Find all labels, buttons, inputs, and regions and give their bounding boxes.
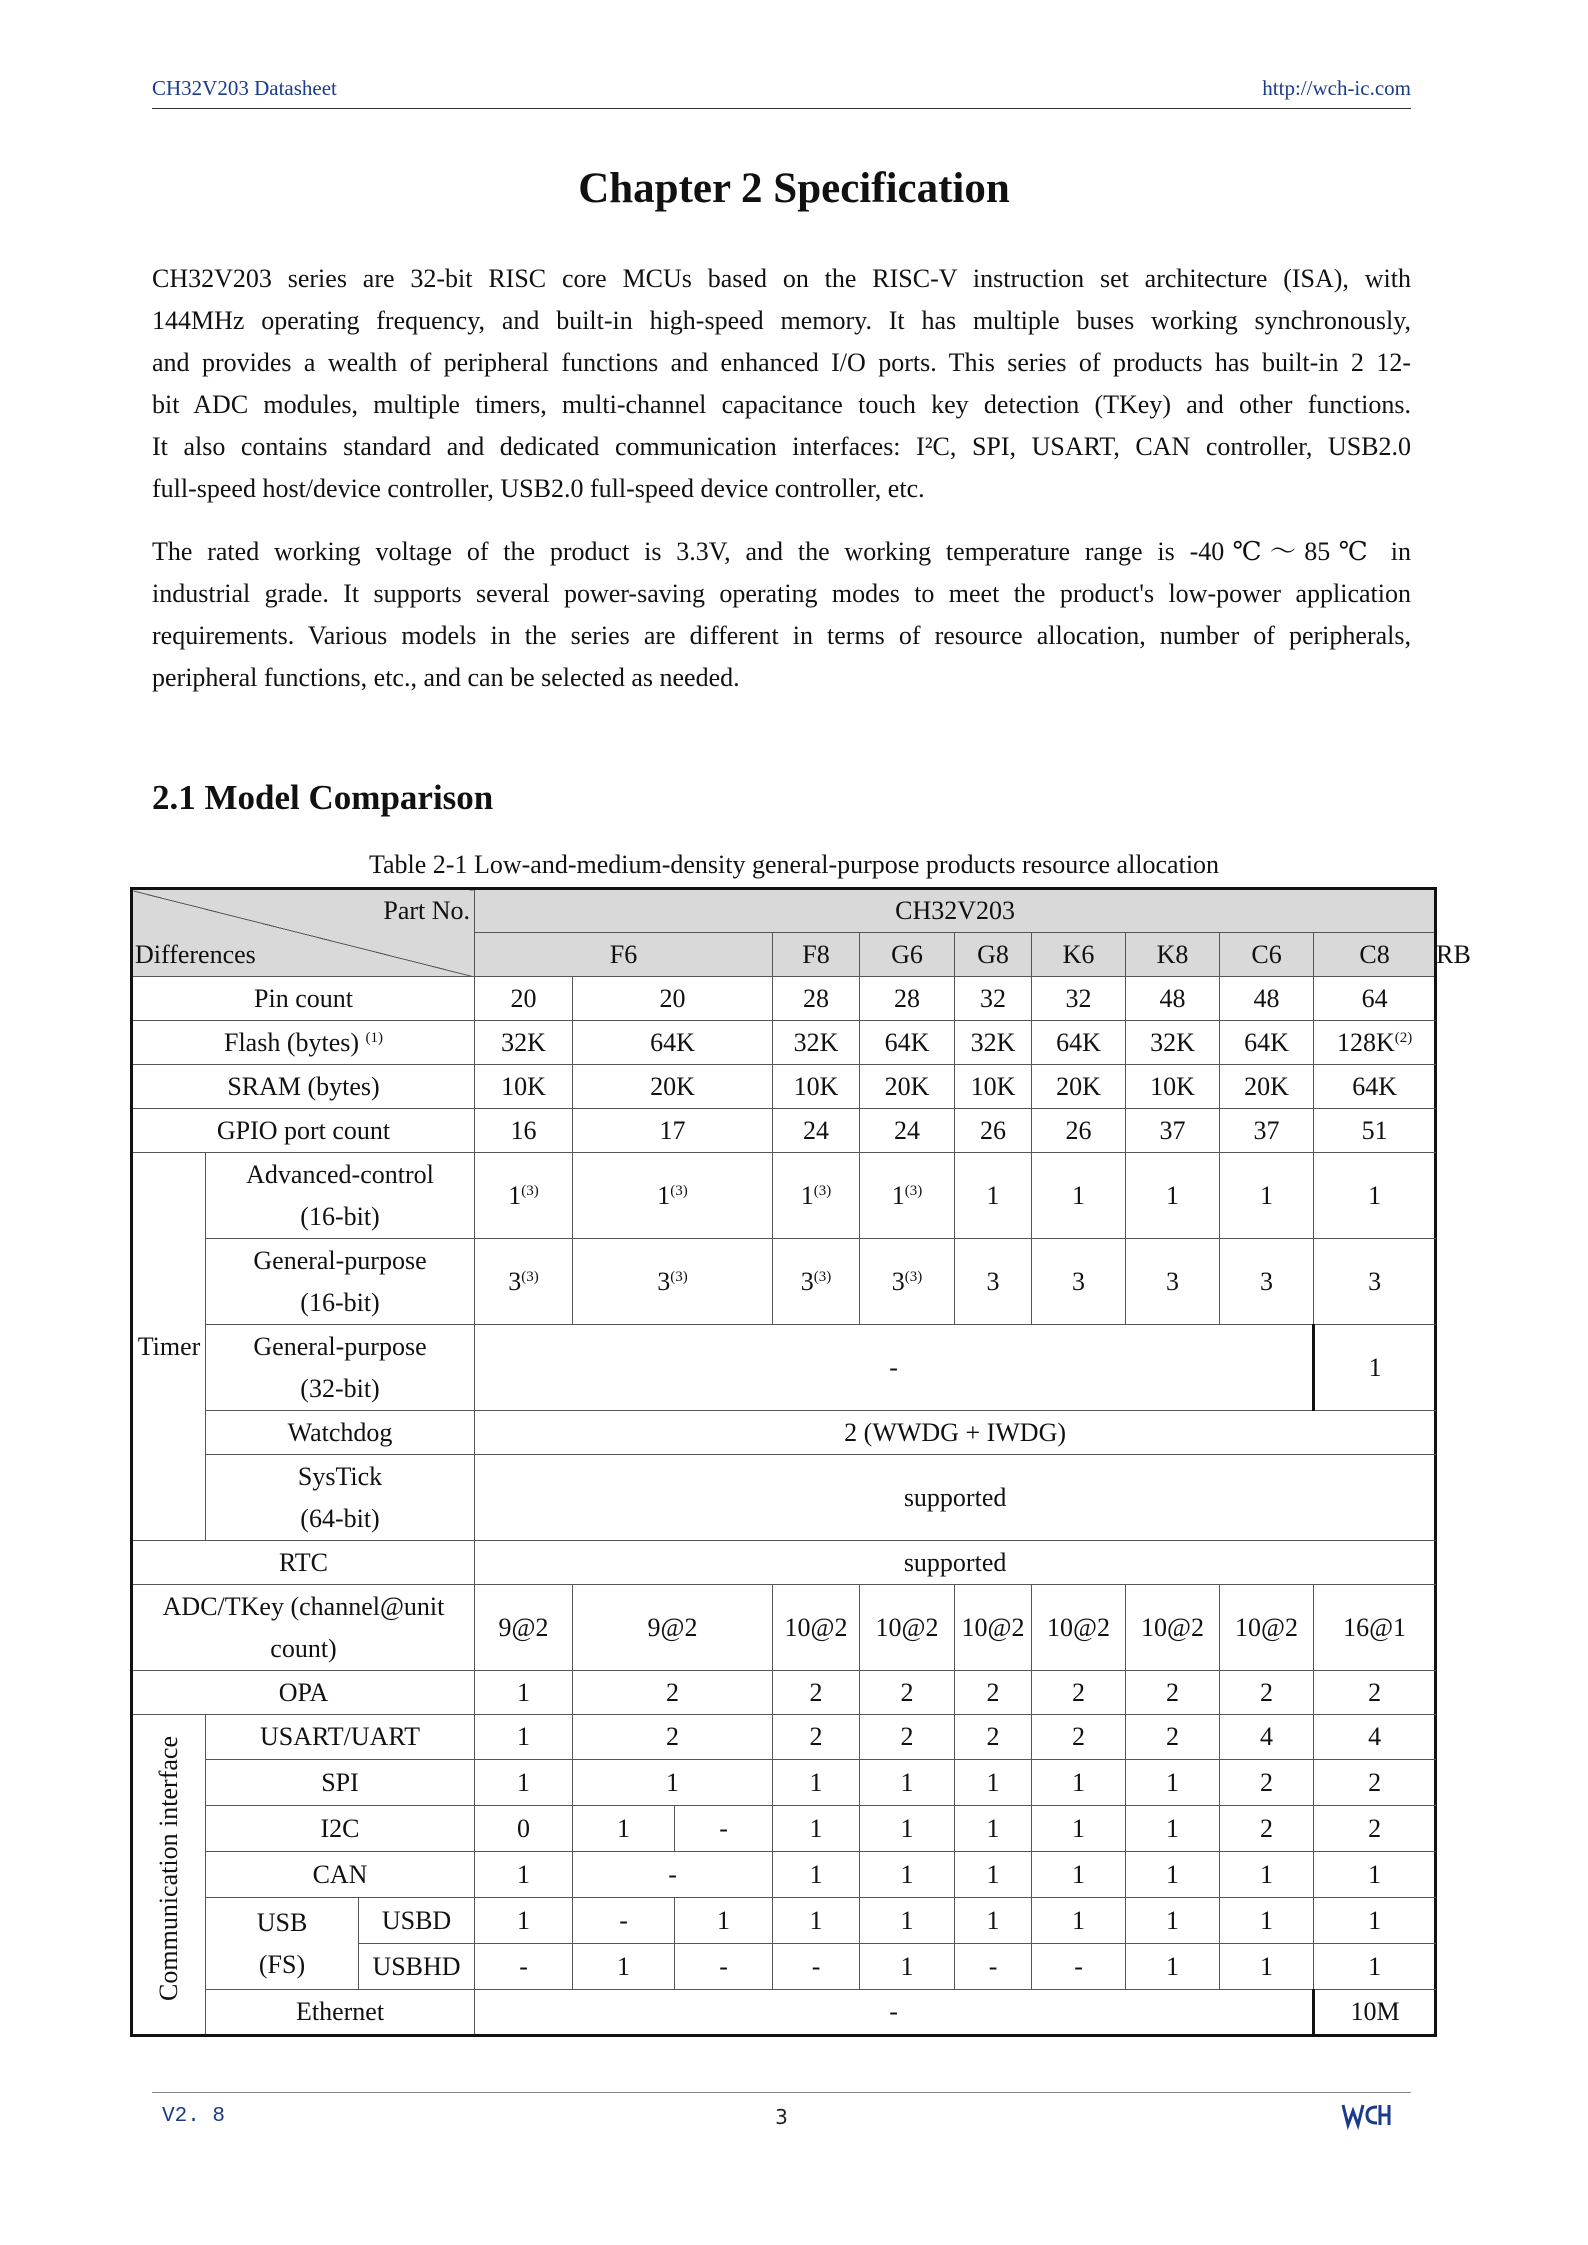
cell: 1: [475, 1715, 573, 1760]
cell: 4: [1220, 1715, 1314, 1760]
footnote-ref: (3): [670, 1182, 688, 1199]
cell: 32: [955, 977, 1032, 1021]
cell: 37: [1126, 1109, 1220, 1153]
comm-label-text: Communication interface: [154, 1735, 183, 2001]
cell: 4: [1314, 1715, 1436, 1760]
cell: 26: [955, 1109, 1032, 1153]
cell: 1: [1032, 1898, 1126, 1944]
cell: 26: [1032, 1109, 1126, 1153]
cell: 1: [955, 1898, 1032, 1944]
cell: 1: [475, 1898, 573, 1944]
cell: 1: [860, 1852, 955, 1898]
cell: 1: [1220, 1898, 1314, 1944]
cell: 3: [1126, 1239, 1220, 1325]
table-row: [132, 1806, 1436, 1852]
cell: 2: [860, 1715, 955, 1760]
cell: [573, 1239, 773, 1325]
cell: 1: [1126, 1852, 1220, 1898]
cell: 20: [475, 977, 573, 1021]
footnote-ref: (3): [521, 1182, 539, 1199]
footnote-ref: (3): [813, 1182, 832, 1199]
cell: -: [1032, 1944, 1126, 1990]
row-label: GPIO port count: [132, 1109, 475, 1153]
cell: -: [573, 1898, 675, 1944]
page-footer: [152, 2092, 1411, 2133]
cell: 10@2: [1032, 1585, 1126, 1671]
value-text: 1: [800, 1180, 814, 1210]
cell: 9@2: [573, 1585, 773, 1671]
cell: 10@2: [1126, 1585, 1220, 1671]
row-label: USBD: [359, 1898, 475, 1944]
model-header: F8: [773, 933, 860, 977]
cell: 1: [1126, 1153, 1220, 1239]
cell: [475, 1239, 573, 1325]
row-label: RTC: [132, 1541, 475, 1585]
text-line: 144MHz operating frequency, and built-in high-speed memory. It has multiple buses working synchronously,: [152, 306, 1411, 335]
cell: 20: [573, 977, 773, 1021]
cell: 64K: [1032, 1021, 1126, 1065]
cell: [475, 1153, 573, 1239]
row-label: [132, 1585, 475, 1671]
cell: 1: [1314, 1898, 1436, 1944]
cell: 10K: [1126, 1065, 1220, 1109]
intro-paragraph-1: [152, 258, 1411, 510]
cell: 10K: [475, 1065, 573, 1109]
cell: 16@1: [1314, 1585, 1436, 1671]
cell: 1: [1126, 1760, 1220, 1806]
label-line: (16-bit): [300, 1287, 380, 1317]
page-header: [152, 74, 1411, 109]
cell: 64K: [573, 1021, 773, 1065]
cell: 9@2: [475, 1585, 573, 1671]
section-heading: 2.1 Model Comparison: [152, 778, 494, 817]
cell: -: [675, 1944, 773, 1990]
cell: 1: [1032, 1806, 1126, 1852]
cell: 2: [1314, 1760, 1436, 1806]
cell: 1: [1032, 1153, 1126, 1239]
merged-cell: supported: [475, 1541, 1436, 1585]
table-row: [132, 977, 1436, 1021]
value-text: 1: [891, 1180, 905, 1210]
row-label: [206, 1325, 475, 1411]
cell: [773, 1239, 860, 1325]
row-label: SPI: [206, 1760, 475, 1806]
cell: 64: [1314, 977, 1436, 1021]
cell: 1: [860, 1806, 955, 1852]
value-text: 3: [657, 1266, 671, 1296]
value-text: 1: [657, 1180, 671, 1210]
cell: -: [475, 1944, 573, 1990]
cell: 28: [773, 977, 860, 1021]
cell: 1: [1126, 1806, 1220, 1852]
table-row: [132, 1153, 1436, 1239]
cell: 32K: [1126, 1021, 1220, 1065]
row-label: [206, 1455, 475, 1541]
cell: [573, 1153, 773, 1239]
footnote-ref: (1): [365, 1029, 384, 1046]
merged-cell: 2 (WWDG + IWDG): [475, 1411, 1436, 1455]
cell: 1: [1126, 1944, 1220, 1990]
label-line: SysTick: [297, 1461, 383, 1491]
model-comparison-table: [130, 887, 1471, 2037]
table-row: [132, 1021, 1436, 1065]
value-text: 128K: [1336, 1027, 1395, 1057]
footnote-ref: (3): [904, 1268, 923, 1285]
table-row: [132, 1715, 1436, 1760]
cell: [860, 1239, 955, 1325]
row-label: [206, 1239, 475, 1325]
diagonal-header-cell: [132, 889, 475, 977]
row-label: Pin count: [132, 977, 475, 1021]
model-header: C8: [1314, 933, 1436, 977]
row-label: SRAM (bytes): [132, 1065, 475, 1109]
differences-label: Differences: [135, 940, 256, 969]
usb-group-label: [206, 1898, 359, 1990]
cell: 1: [1314, 1153, 1436, 1239]
cell: 48: [1126, 977, 1220, 1021]
model-header-row: F6 F8 G6 G8 K6 K8 C6 C8 RB: [132, 933, 1436, 977]
page-number: 3: [775, 2105, 788, 2129]
text-line: full-speed host/device controller, USB2.0 full-speed device controller, etc.: [152, 474, 925, 503]
cell: 1: [860, 1760, 955, 1806]
comm-group-label: [132, 1715, 206, 2036]
cell: 1: [773, 1760, 860, 1806]
cell: 20K: [1220, 1065, 1314, 1109]
cell: 20K: [573, 1065, 773, 1109]
cell: 2: [573, 1715, 773, 1760]
cell: 2: [1220, 1671, 1314, 1715]
text-line: bit ADC modules, multiple timers, multi-channel capacitance touch key detection (TKey) and other functions.: [152, 390, 1411, 419]
row-label: [132, 1021, 475, 1065]
cell: [860, 1153, 955, 1239]
label-line: General-purpose: [253, 1331, 427, 1361]
chapter-title: Chapter 2 Specification: [578, 165, 1010, 212]
cell: 1: [573, 1944, 675, 1990]
cell: 1: [955, 1852, 1032, 1898]
cell: 1: [955, 1760, 1032, 1806]
cell: 1: [1032, 1760, 1126, 1806]
intro-paragraph-2: [152, 531, 1411, 699]
text-line: peripheral functions, etc., and can be selected as needed.: [152, 663, 740, 692]
label-line: USB: [256, 1907, 308, 1937]
cell: -: [675, 1806, 773, 1852]
cell: 1: [773, 1806, 860, 1852]
cell: 3: [1220, 1239, 1314, 1325]
cell: 2: [955, 1671, 1032, 1715]
cell: 64K: [860, 1021, 955, 1065]
cell: 37: [1220, 1109, 1314, 1153]
cell: 17: [573, 1109, 773, 1153]
cell: 1: [955, 1153, 1032, 1239]
cell: 10@2: [1220, 1585, 1314, 1671]
table-row: [132, 1671, 1436, 1715]
row-label: OPA: [132, 1671, 475, 1715]
text-line: CH32V203 series are 32-bit RISC core MCUs based on the RISC-V instruction set architecture (ISA), with: [152, 264, 1411, 293]
model-header: C6: [1220, 933, 1314, 977]
model-header: G6: [860, 933, 955, 977]
cell: 32K: [955, 1021, 1032, 1065]
cell: 24: [860, 1109, 955, 1153]
value-text: 1: [508, 1180, 522, 1210]
footnote-ref: (3): [521, 1268, 539, 1285]
row-label: Ethernet: [206, 1990, 475, 2036]
cell: 1: [773, 1852, 860, 1898]
label-text: Flash (bytes): [223, 1027, 360, 1057]
table-row: [132, 1898, 1436, 1944]
cell: 32K: [475, 1021, 573, 1065]
value-text: 3: [508, 1266, 522, 1296]
cell: 48: [1220, 977, 1314, 1021]
label-line: (16-bit): [300, 1201, 380, 1231]
row-label: USBHD: [359, 1944, 475, 1990]
cell: 32: [1032, 977, 1126, 1021]
table-row: [132, 1065, 1436, 1109]
text-line: industrial grade. It supports several power-saving operating modes to meet the product's low-power application: [152, 579, 1411, 608]
cell: -: [955, 1944, 1032, 1990]
cell: 2: [1314, 1806, 1436, 1852]
cell: 16: [475, 1109, 573, 1153]
version-label: V2. 8: [162, 2105, 226, 2128]
cell: 20K: [860, 1065, 955, 1109]
cell: 1: [1314, 1325, 1436, 1411]
model-header: G8: [955, 933, 1032, 977]
table-row: [132, 1760, 1436, 1806]
cell: 2: [773, 1715, 860, 1760]
row-label: [206, 1153, 475, 1239]
cell: 1: [1220, 1852, 1314, 1898]
doc-title: CH32V203 Datasheet: [152, 76, 337, 100]
table-row: [132, 1990, 1436, 2036]
cell: 1: [675, 1898, 773, 1944]
cell: 10@2: [955, 1585, 1032, 1671]
cell: 2: [955, 1715, 1032, 1760]
cell: 1: [475, 1760, 573, 1806]
label-line: ADC/TKey (channel@unit: [162, 1591, 445, 1621]
cell: 1: [860, 1944, 955, 1990]
label-line: (32-bit): [300, 1373, 380, 1403]
merged-cell: supported: [475, 1455, 1436, 1541]
text-line: and provides a wealth of peripheral functions and enhanced I/O ports. This series of products has built-in 2 12-: [152, 348, 1411, 377]
value-text: 3: [891, 1266, 905, 1296]
cell: 1: [475, 1852, 573, 1898]
footnote-ref: (3): [670, 1268, 688, 1285]
cell: 10@2: [773, 1585, 860, 1671]
cell: 1: [475, 1671, 573, 1715]
text-line: requirements. Various models in the series are different in terms of resource allocation, number of peripherals,: [152, 621, 1411, 650]
cell: 32K: [773, 1021, 860, 1065]
table-row: [132, 1852, 1436, 1898]
table-row: [132, 1325, 1436, 1411]
label-line: (FS): [258, 1949, 306, 1979]
cell: 1: [1220, 1944, 1314, 1990]
cell: 1: [573, 1760, 773, 1806]
row-label: I2C: [206, 1806, 475, 1852]
table-header-row: [132, 889, 1436, 933]
row-label: USART/UART: [206, 1715, 475, 1760]
wch-logo-icon: [1341, 2099, 1393, 2131]
cell: -: [573, 1852, 773, 1898]
cell: 1: [955, 1806, 1032, 1852]
label-line: Advanced-control: [246, 1159, 434, 1189]
cell: 3: [1032, 1239, 1126, 1325]
merged-cell: -: [475, 1990, 1314, 2036]
cell: 2: [1126, 1671, 1220, 1715]
cell: 3: [955, 1239, 1032, 1325]
cell: 1: [1314, 1944, 1436, 1990]
table-row: [132, 1541, 1436, 1585]
table-row: [132, 1109, 1436, 1153]
label-line: (64-bit): [300, 1503, 380, 1533]
site-url[interactable]: http://wch-ic.com: [1262, 76, 1411, 100]
cell: 2: [1032, 1671, 1126, 1715]
cell: [1314, 1021, 1436, 1065]
merged-cell: -: [475, 1325, 1314, 1411]
cell: 1: [773, 1898, 860, 1944]
table-row: [132, 1411, 1436, 1455]
table-row: [132, 1455, 1436, 1541]
family-header: CH32V203: [475, 889, 1436, 933]
cell: 2: [1126, 1715, 1220, 1760]
label-line: General-purpose: [253, 1245, 427, 1275]
cell: 1: [860, 1898, 955, 1944]
cell: 2: [1220, 1806, 1314, 1852]
cell: 1: [1126, 1898, 1220, 1944]
footnote-ref: (3): [904, 1182, 923, 1199]
cell: 51: [1314, 1109, 1436, 1153]
model-comparison-table-wrapper: [130, 887, 1471, 2037]
cell: 10K: [773, 1065, 860, 1109]
cell: 2: [1220, 1760, 1314, 1806]
cell: 1: [1314, 1852, 1436, 1898]
cell: 2: [1314, 1671, 1436, 1715]
text-line: It also contains standard and dedicated communication interfaces: I²C, SPI, USART, CAN controller, USB2.0: [152, 432, 1411, 461]
label-line: count): [270, 1633, 337, 1663]
cell: 3: [1314, 1239, 1436, 1325]
cell: -: [773, 1944, 860, 1990]
cell: 10K: [955, 1065, 1032, 1109]
row-label: CAN: [206, 1852, 475, 1898]
cell: 10@2: [860, 1585, 955, 1671]
table-row: [132, 1585, 1436, 1671]
cell: 28: [860, 977, 955, 1021]
timer-group-label: Timer: [132, 1153, 206, 1541]
cell: 20K: [1032, 1065, 1126, 1109]
cell: [773, 1153, 860, 1239]
model-header: K6: [1032, 933, 1126, 977]
part-no-label: Part No.: [383, 896, 471, 925]
footnote-ref: (2): [1394, 1029, 1413, 1046]
cell: 1: [1032, 1852, 1126, 1898]
cell: 10M: [1314, 1990, 1436, 2036]
table-row: [132, 1239, 1436, 1325]
cell: 2: [1032, 1715, 1126, 1760]
model-header: F6: [475, 933, 773, 977]
text-line: The rated working voltage of the product is 3.3V, and the working temperature range is -40℃～85℃ in: [152, 537, 1411, 566]
cell: 2: [573, 1671, 773, 1715]
cell: 2: [773, 1671, 860, 1715]
footnote-ref: (3): [813, 1268, 832, 1285]
value-text: 3: [800, 1266, 814, 1296]
cell: 24: [773, 1109, 860, 1153]
cell: 2: [860, 1671, 955, 1715]
cell: 64K: [1314, 1065, 1436, 1109]
cell: 64K: [1220, 1021, 1314, 1065]
cell: 1: [573, 1806, 675, 1852]
model-header: K8: [1126, 933, 1220, 977]
cell: 0: [475, 1806, 573, 1852]
row-label: Watchdog: [206, 1411, 475, 1455]
cell: 1: [1220, 1153, 1314, 1239]
table-caption: Table 2-1 Low-and-medium-density general-purpose products resource allocation: [368, 850, 1220, 879]
